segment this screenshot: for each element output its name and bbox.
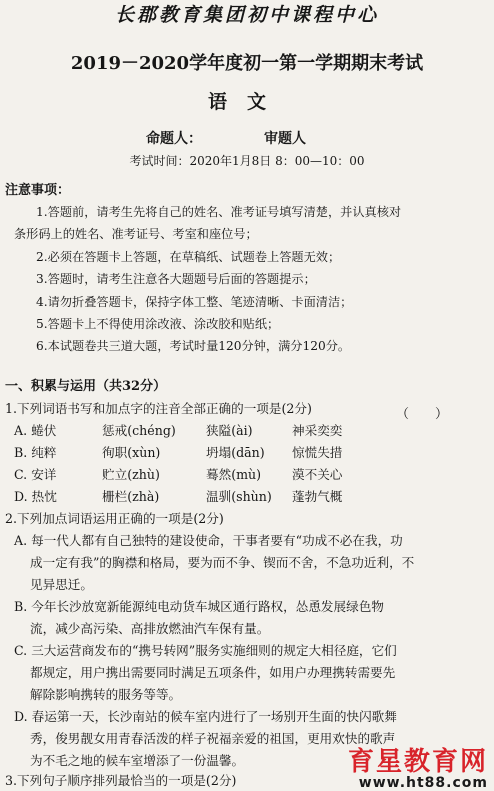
q1-option-d-word2: 栅栏(zhà)	[102, 489, 160, 504]
note-line: 3.答题时，请考生注意各大题题号后面的答题提示；	[36, 272, 316, 286]
q1-option-c-word3: 蓦然(mù)	[206, 467, 262, 482]
setter-label: 命题人：	[146, 131, 202, 147]
q2-option-line: 流，减少高污染、高排放燃油汽车保有量。	[30, 621, 270, 636]
watermark	[348, 749, 488, 791]
q2-option-line: A. 每一代人都有自己独特的建设使命，干事者要有“功成不必在我，功	[14, 533, 403, 548]
notes-heading: 注意事项：	[5, 183, 71, 198]
subject-title: 语文	[207, 91, 286, 113]
q2-option-line: 秀，俊男靓女用青春活泼的样子祝福亲爱的祖国，更用欢快的歌声	[30, 731, 396, 746]
q1-option-b-word4: 惊慌失措	[292, 445, 343, 460]
q1-option-a-word1: A. 蜷伏	[14, 423, 57, 438]
q2-option-line: 解除影响携转的服务等等。	[30, 687, 182, 702]
q1-option-c-word4: 漠不关心	[292, 467, 343, 482]
note-line: 4.请勿折叠答题卡，保持字体工整、笔迹清晰、卡面清洁；	[36, 295, 353, 309]
question-2-stem: 2.下列加点词语运用正确的一项是(2分)	[5, 511, 224, 526]
q2-option-line: B. 今年长沙放宽新能源纯电动货车城区通行路权，怂恿发展绿色物	[14, 599, 384, 614]
q1-option-a-word4: 神采奕奕	[292, 423, 343, 438]
exam-title: 2019－2020学年度初一第一学期期末考试	[70, 53, 424, 74]
q2-option-line: 为不毛之地的候车室增添了一份温馨。	[30, 753, 245, 768]
question-1-answer-blank: （ ）	[396, 407, 449, 422]
note-line: 条形码上的姓名、准考证号、考室和座位号；	[14, 227, 258, 241]
note-line: 5.答题卡上不得使用涂改液、涂改胶和贴纸；	[36, 317, 280, 331]
q1-option-a-word2: 惩戒(chéng)	[102, 423, 176, 438]
section-title: 一、积累与运用（共32分）	[5, 379, 167, 394]
exam-time: 考试时间：2020年1月8日 8：00—10：00	[129, 154, 365, 168]
question-1-stem: 1.下列词语书写和加点字的注音全部正确的一项是(2分)	[5, 401, 312, 416]
q2-option-line: 见异思迁。	[30, 577, 93, 592]
q1-option-a-word3: 狭隘(ài)	[206, 423, 253, 438]
q1-option-d-word1: D. 热忱	[14, 489, 57, 504]
q1-option-b-word3: 坍塌(dān)	[206, 445, 265, 460]
watermark-brand: 育星教育网	[347, 747, 488, 777]
q2-option-line: 成一定有我”的胸襟和格局，要为而不争、锲而不舍，不急功近利，不	[30, 555, 415, 570]
q2-option-line: C. 三大运营商发布的“携号转网”服务实施细则的规定大相径庭，它们	[14, 643, 397, 658]
note-line: 2.必须在答题卡上答题，在草稿纸、试题卷上答题无效；	[36, 250, 341, 264]
q1-option-b-word2: 徇职(xùn)	[102, 445, 161, 460]
reviewer-label: 审题人	[264, 131, 306, 147]
organization-header: 长郡教育集团初中课程中心	[114, 4, 379, 26]
q1-option-b-word1: B. 纯粹	[14, 445, 57, 460]
q1-option-d-word3: 温驯(shùn)	[206, 489, 272, 504]
note-line: 1.答题前，请考生先将自己的姓名、准考证号填写清楚，并认真核对	[36, 205, 402, 219]
q1-option-c-word1: C. 安详	[14, 467, 57, 482]
question-3-stem: 3.下列句子顺序排列最恰当的一项是(2分)	[5, 773, 237, 788]
q1-option-d-word4: 蓬勃气概	[292, 489, 343, 504]
q1-option-c-word2: 贮立(zhù)	[102, 467, 160, 482]
watermark-url: www.ht88.com	[358, 775, 488, 791]
note-line: 6.本试题卷共三道大题，考试时量120分钟，满分120分。	[36, 339, 351, 353]
q2-option-line: D. 春运第一天，长沙南站的候车室内进行了一场别开生面的快闪歌舞	[14, 709, 397, 724]
q2-option-line: 都规定，用户携出需要同时满足五项条件，如用户办理携转需要先	[30, 665, 396, 680]
